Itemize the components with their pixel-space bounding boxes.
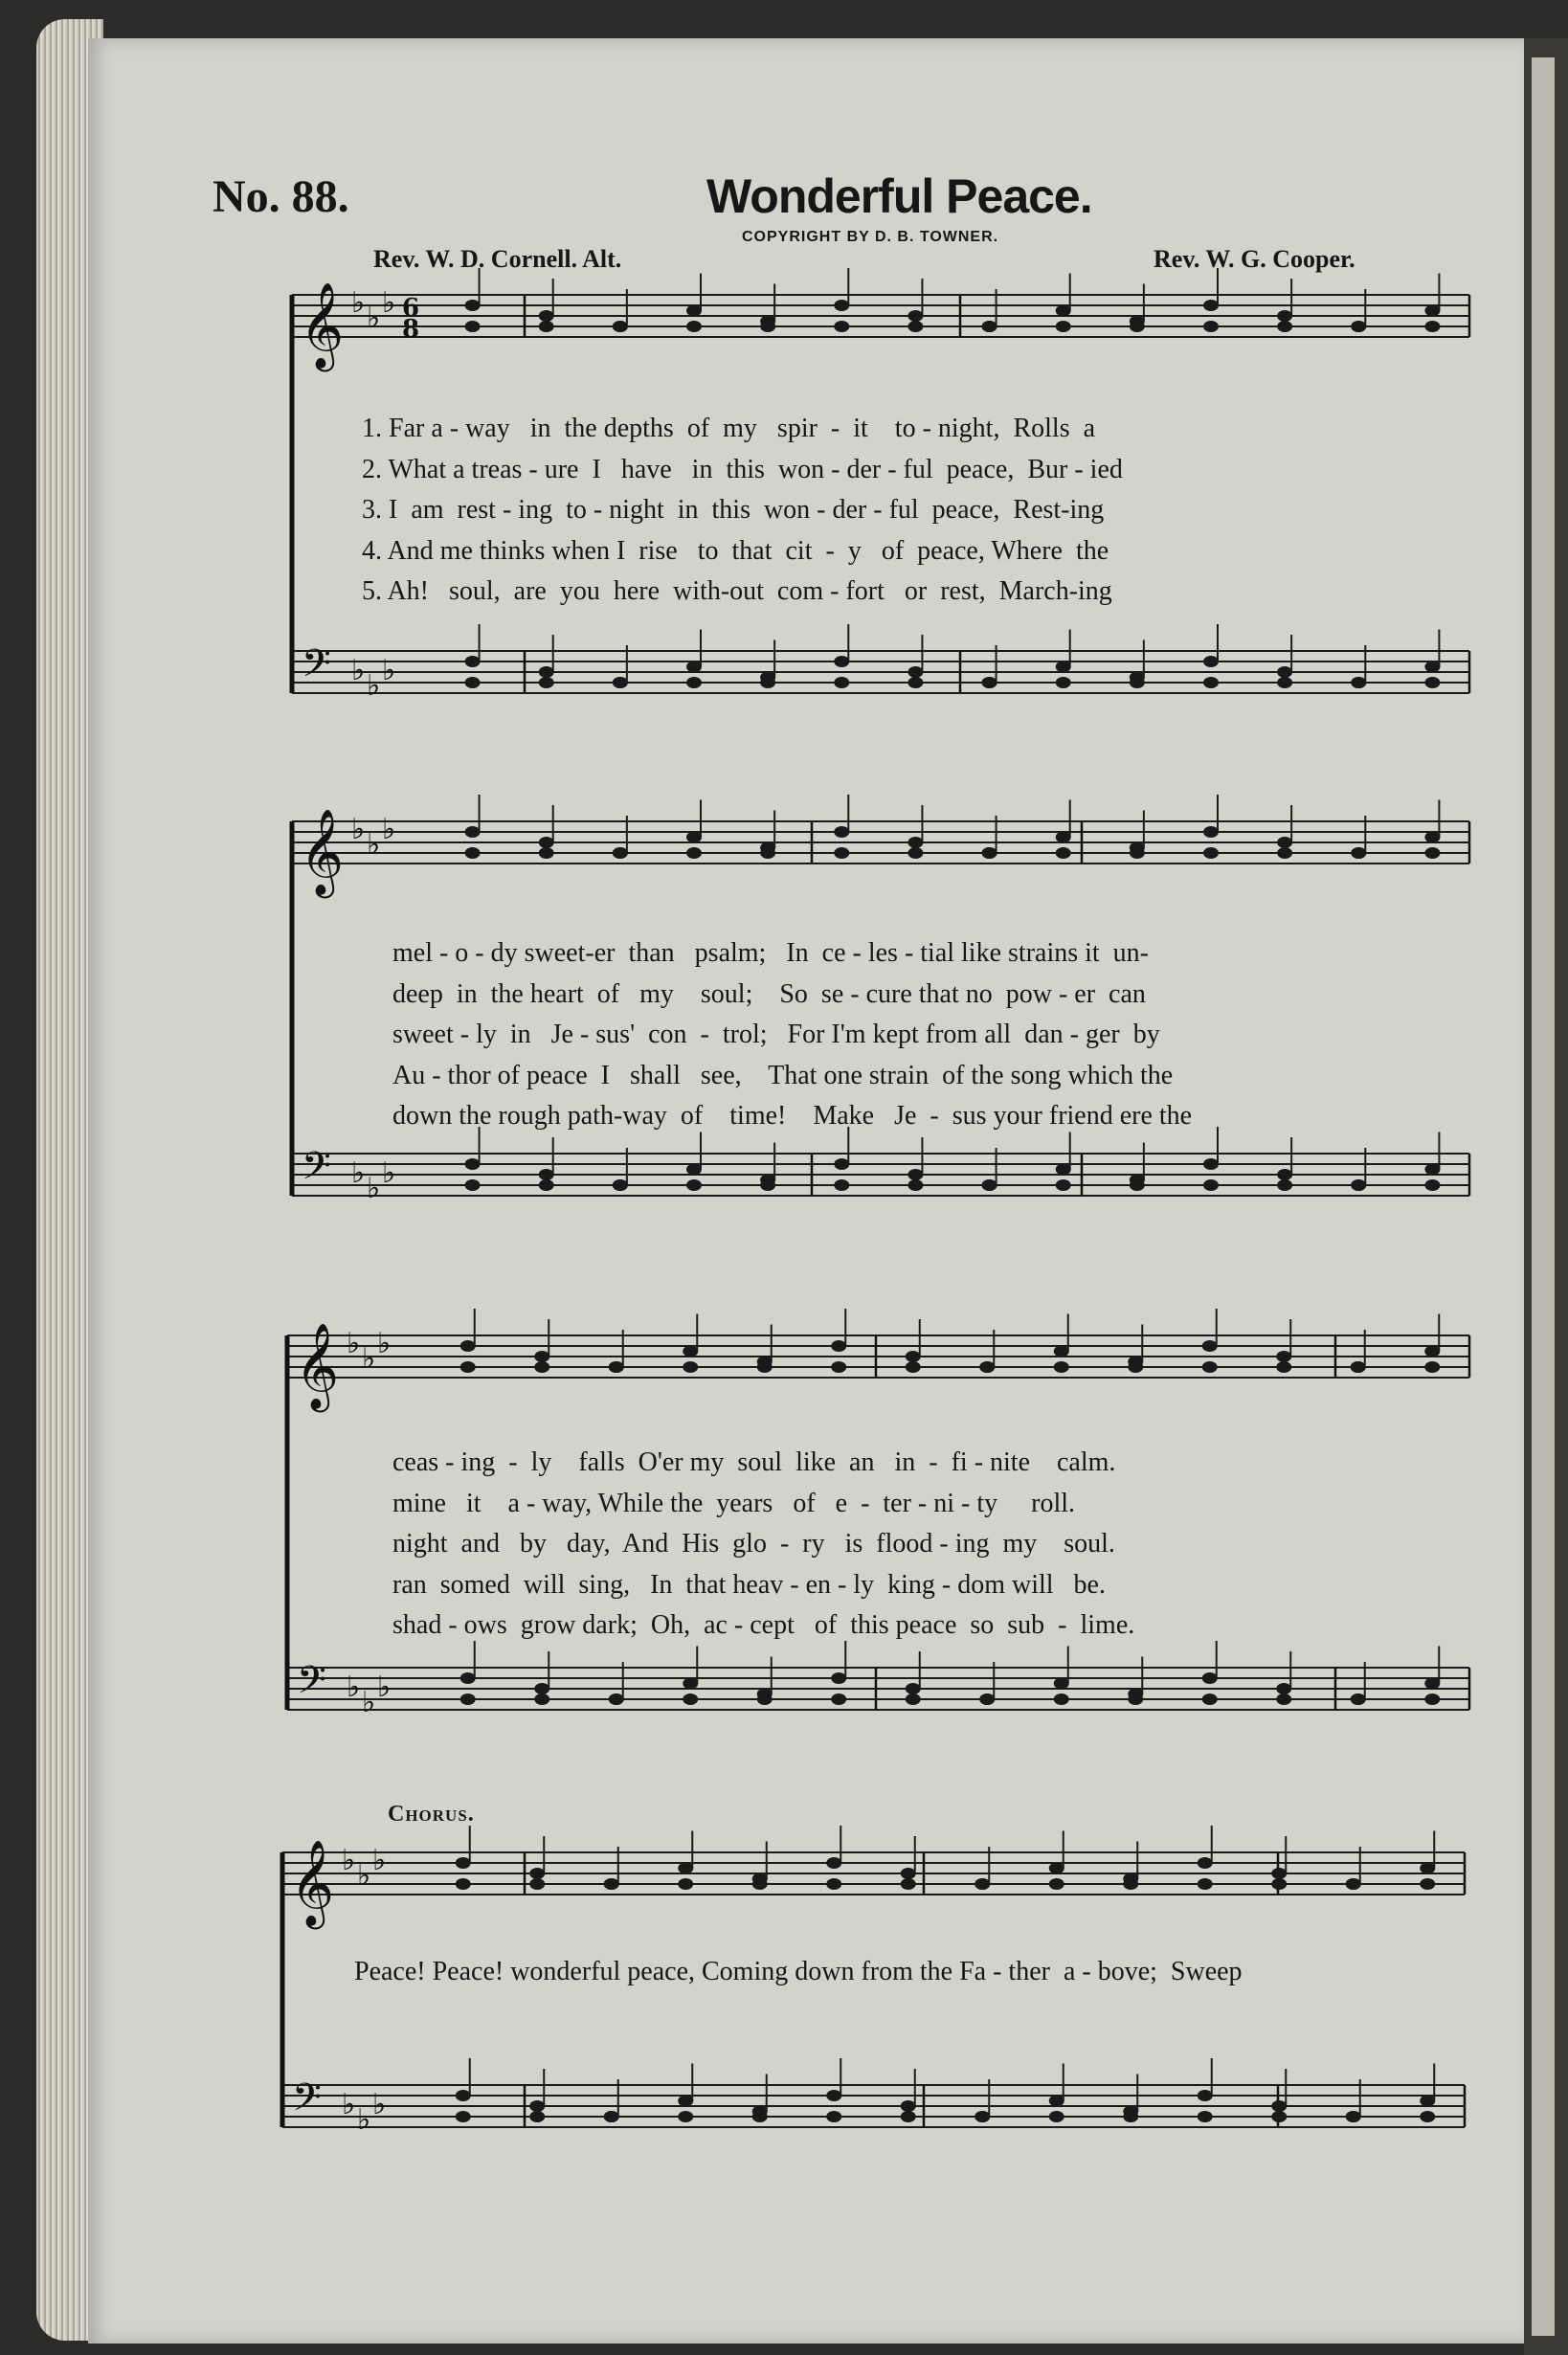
treble-notehead — [539, 847, 554, 859]
treble-notehead — [1271, 1868, 1287, 1879]
treble-notehead — [1056, 847, 1071, 859]
treble-notehead — [760, 321, 775, 332]
bass-notehead — [465, 1179, 481, 1191]
bass-clef-icon: 𝄢 — [302, 1144, 331, 1198]
bass-notehead — [907, 677, 923, 688]
bass-notehead — [539, 1169, 554, 1180]
bass-notehead — [834, 1179, 849, 1191]
treble-notehead — [609, 1361, 624, 1373]
treble-notehead — [907, 847, 923, 859]
flat-icon: ♭ — [351, 1156, 366, 1190]
treble-notehead — [1276, 1361, 1291, 1373]
treble-notehead — [1424, 832, 1440, 843]
treble-notehead — [678, 1878, 693, 1890]
treble-notehead — [1351, 1361, 1366, 1373]
bass-notehead — [1424, 1693, 1440, 1705]
bass-notehead — [1198, 2111, 1213, 2122]
treble-notehead — [752, 1878, 768, 1890]
treble-notehead — [686, 321, 702, 332]
treble-notehead — [901, 1878, 916, 1890]
bass-notehead — [1424, 1179, 1440, 1191]
treble-notehead — [906, 1351, 921, 1362]
treble-notehead — [1351, 847, 1366, 859]
music-composer: Rev. W. G. Cooper. — [1154, 245, 1355, 273]
bass-notehead — [539, 1179, 554, 1191]
bass-notehead — [1424, 1678, 1440, 1690]
bass-notehead — [465, 656, 481, 667]
flat-icon: ♭ — [367, 1172, 381, 1205]
bass-notehead — [460, 1672, 476, 1684]
bass-notehead — [982, 677, 997, 688]
treble-notehead — [529, 1868, 545, 1879]
treble-notehead — [465, 847, 481, 859]
bass-notehead — [901, 2111, 916, 2122]
bass-notehead — [834, 677, 849, 688]
lyric-line: Au - thor of peace I shall see, That one strain of the song which the — [392, 1060, 1174, 1090]
treble-notehead — [465, 321, 481, 332]
treble-notehead — [907, 310, 923, 322]
treble-notehead — [901, 1868, 916, 1879]
bass-notehead — [1351, 1693, 1366, 1705]
bass-notehead — [1130, 677, 1145, 688]
bass-notehead — [1054, 1693, 1069, 1705]
treble-notehead — [906, 1361, 921, 1373]
treble-notehead — [1202, 1361, 1218, 1373]
bass-notehead — [826, 2111, 841, 2122]
bass-notehead — [1056, 662, 1071, 673]
flat-icon: ♭ — [382, 813, 396, 846]
treble-notehead — [1277, 321, 1292, 332]
bass-notehead — [1277, 1179, 1292, 1191]
bass-notehead — [907, 1179, 923, 1191]
bass-notehead — [1130, 1179, 1145, 1191]
lyric-line: down the rough path-way of time! Make Je - sus your friend ere the — [392, 1101, 1193, 1131]
bass-notehead — [1056, 1179, 1071, 1191]
treble-notehead — [1424, 321, 1440, 332]
bass-notehead — [534, 1683, 549, 1694]
bass-notehead — [529, 2111, 545, 2122]
treble-clef-icon: 𝄞 — [290, 1840, 335, 1926]
bass-notehead — [1203, 656, 1219, 667]
bass-notehead — [529, 2100, 545, 2112]
bass-notehead — [1276, 1683, 1291, 1694]
treble-notehead — [460, 1361, 476, 1373]
bass-notehead — [834, 1158, 849, 1170]
bass-notehead — [1203, 677, 1219, 688]
bass-notehead — [1056, 1164, 1071, 1176]
treble-notehead — [1049, 1863, 1064, 1874]
treble-notehead — [760, 847, 775, 859]
lyric-line: 4. And me thinks when I rise to that cit - y of peace, Where the — [362, 535, 1109, 566]
bass-notehead — [1202, 1672, 1218, 1684]
treble-notehead — [1130, 321, 1145, 332]
flat-icon: ♭ — [372, 2088, 387, 2121]
bass-clef-icon: 𝄢 — [302, 641, 331, 695]
treble-clef-icon: 𝄞 — [300, 282, 345, 369]
bass-notehead — [539, 666, 554, 678]
bass-notehead — [760, 677, 775, 688]
treble-notehead — [1203, 826, 1219, 838]
bass-notehead — [1277, 677, 1292, 688]
bass-clef-icon: 𝄢 — [297, 1658, 326, 1712]
treble-notehead — [604, 1878, 619, 1890]
treble-notehead — [1420, 1878, 1435, 1890]
treble-notehead — [1203, 847, 1219, 859]
time-signature-icon: 6 — [402, 294, 420, 323]
chorus-label: Chorus. — [388, 1802, 475, 1827]
bass-notehead — [907, 1169, 923, 1180]
bass-notehead — [686, 677, 702, 688]
treble-notehead — [465, 826, 481, 838]
treble-notehead — [1351, 321, 1366, 332]
bass-notehead — [1351, 677, 1366, 688]
treble-notehead — [834, 826, 849, 838]
flat-icon: ♭ — [362, 1686, 376, 1719]
bass-notehead — [686, 662, 702, 673]
bass-notehead — [1198, 2090, 1213, 2101]
flat-icon: ♭ — [367, 302, 381, 335]
treble-notehead — [1203, 321, 1219, 332]
bass-notehead — [760, 1179, 775, 1191]
treble-notehead — [757, 1361, 773, 1373]
treble-notehead — [907, 837, 923, 848]
bass-notehead — [831, 1693, 846, 1705]
flat-icon: ♭ — [357, 1859, 371, 1893]
bass-notehead — [539, 677, 554, 688]
bass-notehead — [979, 1693, 995, 1705]
bass-notehead — [678, 2096, 693, 2107]
flat-icon: ♭ — [351, 654, 366, 687]
treble-notehead — [1056, 321, 1071, 332]
flat-icon: ♭ — [382, 654, 396, 687]
bass-notehead — [1346, 2111, 1361, 2122]
bass-notehead — [460, 1693, 476, 1705]
bass-notehead — [826, 2090, 841, 2101]
treble-notehead — [826, 1857, 841, 1869]
bass-clef-icon: 𝄢 — [292, 2075, 322, 2129]
treble-notehead — [529, 1878, 545, 1890]
flat-icon: ♭ — [367, 828, 381, 862]
treble-notehead — [834, 847, 849, 859]
treble-notehead — [686, 847, 702, 859]
treble-notehead — [831, 1340, 846, 1352]
bass-notehead — [982, 1179, 997, 1191]
bass-notehead — [901, 2100, 916, 2112]
bass-notehead — [1351, 1179, 1366, 1191]
flat-icon: ♭ — [372, 1844, 387, 1877]
bass-notehead — [534, 1693, 549, 1705]
flat-icon: ♭ — [377, 1671, 392, 1704]
bass-notehead — [1424, 662, 1440, 673]
flat-icon: ♭ — [347, 1327, 361, 1360]
bass-notehead — [1271, 2100, 1287, 2112]
treble-notehead — [456, 1857, 471, 1869]
flat-icon: ♭ — [382, 286, 396, 320]
bass-notehead — [1424, 1164, 1440, 1176]
bass-notehead — [1203, 1158, 1219, 1170]
treble-notehead — [460, 1340, 476, 1352]
bass-notehead — [456, 2090, 471, 2101]
bass-notehead — [465, 677, 481, 688]
hymn-title: Wonderful Peace. — [706, 169, 1092, 223]
bass-notehead — [906, 1683, 921, 1694]
treble-notehead — [1054, 1361, 1069, 1373]
time-signature-icon: 8 — [402, 315, 420, 344]
bass-notehead — [683, 1693, 698, 1705]
treble-notehead — [534, 1351, 549, 1362]
flat-icon: ♭ — [382, 1156, 396, 1190]
lyric-line: 3. I am rest - ing to - night in this won - der - ful peace, Rest-ing — [362, 495, 1105, 525]
bass-notehead — [1128, 1693, 1143, 1705]
copyright-notice: COPYRIGHT BY D. B. TOWNER. — [742, 229, 999, 245]
treble-notehead — [1271, 1878, 1287, 1890]
lyric-line: mel - o - dy sweet-er than psalm; In ce - les - tial like strains it un- — [392, 938, 1150, 968]
treble-notehead — [1049, 1878, 1064, 1890]
treble-notehead — [1424, 1361, 1440, 1373]
bass-notehead — [1420, 2096, 1435, 2107]
bass-notehead — [1054, 1678, 1069, 1690]
bass-notehead — [456, 2111, 471, 2122]
flat-icon: ♭ — [347, 1671, 361, 1704]
treble-clef-icon: 𝄞 — [300, 809, 345, 895]
treble-notehead — [534, 1361, 549, 1373]
flat-icon: ♭ — [342, 1844, 356, 1877]
bass-notehead — [906, 1693, 921, 1705]
treble-notehead — [1128, 1361, 1143, 1373]
flat-icon: ♭ — [367, 669, 381, 703]
treble-notehead — [979, 1361, 995, 1373]
treble-notehead — [1276, 1351, 1291, 1362]
treble-notehead — [1277, 310, 1292, 322]
bass-notehead — [1056, 677, 1071, 688]
treble-notehead — [831, 1361, 846, 1373]
bass-notehead — [683, 1678, 698, 1690]
treble-notehead — [686, 832, 702, 843]
treble-clef-icon: 𝄞 — [295, 1323, 340, 1409]
words-author: Rev. W. D. Cornell. Alt. — [373, 245, 622, 273]
bass-notehead — [1203, 1179, 1219, 1191]
treble-notehead — [1203, 300, 1219, 311]
treble-notehead — [1277, 837, 1292, 848]
treble-notehead — [683, 1361, 698, 1373]
treble-notehead — [834, 321, 849, 332]
bass-notehead — [613, 1179, 628, 1191]
flat-icon: ♭ — [377, 1327, 392, 1360]
lyric-line: 5. Ah! soul, are you here with-out com - fort or rest, March-ing — [362, 576, 1112, 606]
treble-notehead — [1130, 847, 1145, 859]
treble-notehead — [1123, 1878, 1138, 1890]
treble-notehead — [1056, 832, 1071, 843]
treble-notehead — [1346, 1878, 1361, 1890]
bass-notehead — [1123, 2111, 1138, 2122]
lyric-line: 2. What a treas - ure I have in this won - der - ful peace, Bur - ied — [362, 454, 1123, 484]
bass-notehead — [678, 2111, 693, 2122]
bass-notehead — [974, 2111, 990, 2122]
bass-notehead — [604, 2111, 619, 2122]
lyric-line: mine it a - way, While the years of e - ter - ni - ty roll. — [392, 1488, 1076, 1518]
bass-notehead — [1202, 1693, 1218, 1705]
bass-notehead — [1420, 2111, 1435, 2122]
treble-notehead — [686, 305, 702, 317]
lyric-line: ceas - ing - ly falls O'er my soul like an in - fi - nite calm. — [392, 1447, 1116, 1477]
treble-notehead — [1277, 847, 1292, 859]
bass-notehead — [1277, 1169, 1292, 1180]
treble-notehead — [539, 321, 554, 332]
treble-notehead — [678, 1863, 693, 1874]
bass-notehead — [1424, 677, 1440, 688]
bass-notehead — [686, 1164, 702, 1176]
lyric-line: 1. Far a - way in the depths of my spir - it to - night, Rolls a — [362, 414, 1096, 443]
treble-notehead — [1420, 1863, 1435, 1874]
bass-notehead — [1049, 2111, 1064, 2122]
bass-notehead — [609, 1693, 624, 1705]
bass-notehead — [831, 1672, 846, 1684]
treble-notehead — [1424, 305, 1440, 317]
flat-icon: ♭ — [351, 813, 366, 846]
bass-notehead — [686, 1179, 702, 1191]
flat-icon: ♭ — [357, 2103, 371, 2137]
treble-notehead — [539, 310, 554, 322]
flat-icon: ♭ — [351, 286, 366, 320]
lyric-line: ran somed will sing, In that heav - en - ly king - dom will be. — [392, 1569, 1106, 1600]
lyric-line: deep in the heart of my soul; So se - cure that no pow - er can — [392, 978, 1146, 1009]
lyric-line: sweet - ly in Je - sus' con - trol; For I'm kept from all dan - ger by — [392, 1020, 1160, 1049]
treble-notehead — [1198, 1878, 1213, 1890]
flat-icon: ♭ — [362, 1342, 376, 1376]
bass-notehead — [1271, 2111, 1287, 2122]
bass-notehead — [613, 677, 628, 688]
treble-notehead — [907, 321, 923, 332]
treble-notehead — [982, 321, 997, 332]
bass-notehead — [465, 1158, 481, 1170]
hymn-number: No. 88. — [213, 171, 349, 222]
bass-notehead — [907, 666, 923, 678]
treble-notehead — [1424, 847, 1440, 859]
treble-notehead — [982, 847, 997, 859]
treble-notehead — [613, 321, 628, 332]
treble-notehead — [683, 1346, 698, 1357]
treble-notehead — [974, 1878, 990, 1890]
treble-notehead — [539, 837, 554, 848]
treble-notehead — [456, 1878, 471, 1890]
treble-notehead — [465, 300, 481, 311]
lyric-line: night and by day, And His glo - ry is flood - ing my soul. — [392, 1529, 1115, 1559]
bass-notehead — [757, 1693, 773, 1705]
treble-notehead — [613, 847, 628, 859]
treble-notehead — [826, 1878, 841, 1890]
bass-notehead — [834, 656, 849, 667]
lyric-line: Peace! Peace! wonderful peace, Coming down from the Fa - ther a - bove; Sweep — [354, 1957, 1243, 1986]
bass-notehead — [752, 2111, 768, 2122]
bass-notehead — [1276, 1693, 1291, 1705]
flat-icon: ♭ — [342, 2088, 356, 2121]
treble-notehead — [1424, 1346, 1440, 1357]
treble-notehead — [834, 300, 849, 311]
treble-notehead — [1056, 305, 1071, 317]
bass-notehead — [1277, 666, 1292, 678]
treble-notehead — [1054, 1346, 1069, 1357]
treble-notehead — [1198, 1857, 1213, 1869]
treble-notehead — [1202, 1340, 1218, 1352]
bass-notehead — [1049, 2096, 1064, 2107]
lyric-line: shad - ows grow dark; Oh, ac - cept of this peace so sub - lime. — [392, 1610, 1135, 1640]
